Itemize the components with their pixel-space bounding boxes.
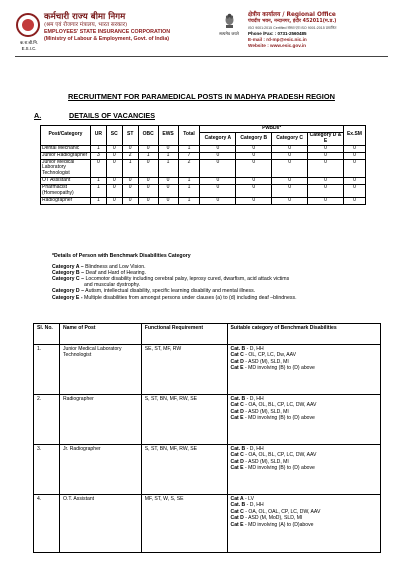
note-category-d: Category D – Autism, intellectual disability, specific learning disability and mental illness. [52,288,256,295]
vacancy-count-cell: 0 [272,145,308,152]
notes-heading: *Details of Person with Benchmark Disabilities Category [52,253,191,259]
vacancy-count-cell: 0 [138,178,158,185]
vacancy-count-cell: 2 [178,159,200,178]
suitable-category-cell [227,495,380,553]
note-category-c-cont: and muscular dystrophy. [84,282,141,289]
category-detail: - OL, CP, LC, Dw, AAV [243,352,297,359]
vacancy-count-cell: 0 [308,197,344,204]
vacancy-count-cell: 0 [236,197,272,204]
functional-requirement-cell: S, ST, BN, MF, RW, SE [141,445,227,495]
col-header-sc: SC [106,126,122,146]
vacancy-count-cell: 0 [158,178,178,185]
vacancy-count-cell: 0 [236,185,272,198]
vacancy-count-cell: 0 [272,152,308,159]
vacancy-count-cell: 1 [178,197,200,204]
vacancy-count-cell: 0 [236,145,272,152]
iso-certification: ISO 9001:2015 Certified संस्था एवं ISO 9001:2015 प्रमाणित [248,26,337,31]
vacancy-count-cell: 0 [308,152,344,159]
vacancy-count-cell: 0 [343,152,365,159]
vacancy-count-cell: 0 [200,185,236,198]
vacancy-count-cell: 0 [158,145,178,152]
vacancy-count-cell: 0 [138,159,158,178]
vacancy-count-cell: 0 [158,197,178,204]
col-header-pwbd: PwBDs* [200,126,344,133]
letterhead [0,0,400,72]
vacancy-count-cell: 0 [200,178,236,185]
note-category-b: Category B – Deaf and Hard of Hearing. [52,270,147,277]
vacancy-count-cell: 1 [90,145,106,152]
table-row [41,178,366,185]
suitable-category-cell [227,445,380,495]
vacancy-count-cell: 0 [122,185,138,198]
office-block [248,12,396,49]
vacancy-count-cell: 0 [343,197,365,204]
vacancy-count-cell: 1 [178,178,200,185]
vacancy-count-cell: 1 [158,159,178,178]
vacancy-count-cell: 1 [178,185,200,198]
serial-number-cell: 4. [34,495,60,553]
note-category-c: Category C – Locomotor disability including cerebral palsy, leprosy cured, dwarfism, acid attack victims [52,276,290,283]
vacancy-count-cell: 0 [90,159,106,178]
vacancy-count-cell: 1 [90,185,106,198]
category-label: Cat E [230,465,244,472]
vacancy-count-cell: 0 [200,152,236,159]
col-header-total: Total [178,126,200,146]
category-detail: - OA, OL, BL, CP, LC, DW, AAV [243,402,317,409]
header-divider [15,56,388,57]
section-letter: A. [34,111,42,120]
organisation-block [44,12,199,43]
category-detail: - D, HH [245,502,264,509]
category-label: Cat E [230,365,244,372]
vacancy-count-cell: 0 [272,159,308,178]
category-line [231,415,377,421]
serial-number-cell: 2. [34,395,60,445]
office-phone: Phone /Fax: : 0731-2560485 [248,31,307,37]
functional-requirement-cell: SE, ST, MF, RW [141,345,227,395]
category-line [231,365,377,371]
vacancy-count-cell: 0 [106,159,122,178]
col-header-sl: Sl. No. [34,324,60,345]
vacancy-count-cell: 0 [272,197,308,204]
vacancy-count-cell: 1 [90,178,106,185]
table-row [34,445,381,495]
benchmark-disability-table [33,323,381,553]
post-name-cell: Junior Medical Laboratory Technologist [41,159,91,178]
post-name-cell: Pharmacist (Homeopathy) [41,185,91,198]
vacancy-count-cell: 0 [122,178,138,185]
functional-requirement-cell: MF, ST, W, S, SE [141,495,227,553]
vacancy-count-cell: 0 [138,145,158,152]
office-title: क्षेत्रीय कार्यालय / Regional Office [248,12,336,18]
table-row [41,185,366,198]
category-label: Cat. B [230,446,246,452]
post-name-cell: Dental Mechanic [41,145,91,152]
category-detail: - MD involving (B) to (D) above [243,365,315,372]
section-heading: DETAILS OF VACANCIES [69,111,155,120]
col-header-cat-de: Category D & E [308,132,344,145]
page-title: RECRUITMENT FOR PARAMEDICAL POSTS IN MADHYA PRADESH REGION [68,92,335,101]
category-label: Cat. B [230,396,246,402]
col-header-name-of-post: Name of Post [59,324,141,345]
emblem-caption: सत्यमेव जयते [219,31,239,36]
post-name-cell: Junior Medical Laboratory Technologist [59,345,141,395]
col-header-cat-b: Category B [236,132,272,145]
category-detail: - OA, OL, OAL, CP, LC, DW, AAV [243,508,321,515]
functional-requirement-cell: S, ST, BN, MF, RW, SE [141,395,227,445]
vacancy-count-cell: 0 [158,185,178,198]
vacancy-count-cell: 0 [200,159,236,178]
col-header-cat-a: Category A [200,132,236,145]
category-label: Cat C [230,402,244,409]
post-name-cell: O.T. Assistant [59,495,141,553]
col-header-ews: EWS [158,126,178,146]
vacancy-count-cell: 0 [343,145,365,152]
serial-number-cell: 1. [34,345,60,395]
category-detail: - MD involving (A) to (D)above [243,521,314,528]
vacancy-count-cell: 3 [90,152,106,159]
col-header-exsm: Ex.SM [343,126,365,146]
vacancy-count-cell: 0 [200,197,236,204]
vacancy-count-cell: 0 [343,178,365,185]
ministry-english: (Ministry of Labour & Employment, Govt. of India) [44,36,170,42]
col-header-post: Post/Category [41,126,91,146]
category-detail: - MD involving (B) to (D) above [243,465,315,472]
category-label: Cat. B [230,502,246,509]
office-address: पंचदीप भवन, नन्दानगर, इंदौर 452011(म.प्र.) [248,19,337,24]
post-name-cell: Radiographer [41,197,91,204]
vacancy-count-cell: 1 [90,197,106,204]
office-website: Website : www.esic.gov.in [248,43,306,49]
category-label: Cat A [230,496,244,502]
vacancy-count-cell: 0 [343,159,365,178]
suitable-category-cell [227,395,380,445]
post-name-cell: Junior Radiographer [41,152,91,159]
note-category-a: Category A – Blindness and Low Vision. [52,264,146,271]
category-detail: - ASD (M), SLD, MI [243,458,289,465]
col-header-suitable-category: Suitable category of Benchmark Disabilities [227,324,380,345]
vacancy-count-cell: 7 [178,152,200,159]
vacancy-count-cell: 0 [308,178,344,185]
table-row [41,197,366,204]
post-name-cell: OT Assistant [41,178,91,185]
category-label: Cat C [230,508,244,515]
org-name-english: EMPLOYEES' STATE INSURANCE CORPORATION [44,29,171,35]
vacancy-count-cell: 0 [308,145,344,152]
vacancy-count-cell: 0 [272,178,308,185]
vacancy-count-cell: 1 [138,152,158,159]
esic-logo-icon [16,13,40,37]
serial-number-cell: 3. [34,445,60,495]
suitable-category-cell [227,345,380,395]
col-header-functional-req: Functional Requirement [141,324,227,345]
vacancy-count-cell: 1 [122,159,138,178]
vacancy-count-cell: 0 [106,145,122,152]
category-label: Cat D [230,408,244,415]
vacancy-count-cell: 1 [178,145,200,152]
vacancy-count-cell: 0 [106,197,122,204]
category-label: Cat D [230,358,244,365]
category-label: Cat E [230,415,244,422]
table-row [34,345,381,395]
category-detail: - D, HH [245,396,264,402]
vacancy-count-cell: 0 [308,159,344,178]
category-line [231,465,377,471]
vacancy-count-cell: 0 [272,185,308,198]
vacancy-count-cell: 0 [106,185,122,198]
col-header-obc: OBC [138,126,158,146]
vacancy-table [40,125,366,205]
post-name-cell: Jr. Radiographer [59,445,141,495]
vacancy-count-cell: 0 [200,145,236,152]
category-detail: - ASD (M, MoD), SLD, MI [243,515,303,522]
vacancy-count-cell: 0 [106,152,122,159]
org-name-hindi: कर्मचारी राज्य बीमा निगम [44,12,126,22]
category-detail: - ASD (M), SLD, MI [243,408,289,415]
category-label: Cat D [230,515,244,522]
table-row [41,152,366,159]
col-header-ur: UR [90,126,106,146]
vacancy-count-cell: 0 [343,185,365,198]
category-detail: - D, HH [245,446,264,452]
table-row [41,159,366,178]
category-detail: - MD involving (B) to (D) above [243,415,315,422]
vacancy-count-cell: 0 [236,178,272,185]
vacancy-count-cell: 0 [122,197,138,204]
post-name-cell: Radiographer [59,395,141,445]
vacancy-count-cell: 0 [138,197,158,204]
vacancy-count-cell: 0 [236,152,272,159]
vacancy-count-cell: 0 [308,185,344,198]
col-header-st: ST [122,126,138,146]
national-emblem-icon [223,12,236,30]
table-row [41,145,366,152]
disability-notes [52,253,382,301]
category-label: Cat C [230,452,244,459]
vacancy-count-cell: 0 [122,145,138,152]
category-detail: - D, HH [245,346,264,352]
table-row [34,495,381,553]
vacancy-count-cell: 0 [236,159,272,178]
table-row [34,395,381,445]
category-label: Cat. B [230,346,246,352]
category-label: Cat D [230,458,244,465]
office-email: E-mail : rd-mp@esic.nic.in [248,37,307,43]
category-detail: - OA, OL, BL, CP, LC, DW, AAV [243,452,317,459]
logo-caption: क.रा.बी.नि. E.S.I.C. [19,40,38,51]
ministry-hindi: (श्रम एवं रोजगार मंत्रालय, भारत सरकार) [44,22,128,28]
vacancy-count-cell: 0 [106,178,122,185]
category-detail: - ASD (M), SLD, MI [243,358,289,365]
category-label: Cat C [230,352,244,359]
vacancy-count-cell: 1 [158,152,178,159]
vacancy-count-cell: 0 [138,185,158,198]
category-label: Cat E [230,521,244,528]
category-line [231,522,377,528]
category-detail: - LV [243,496,255,502]
note-category-e: Category E - Multiple disabilities from amongst persons under clauses (a) to (d) including deaf –blindness. [52,294,297,301]
col-header-cat-c: Category C [272,132,308,145]
vacancy-count-cell: 2 [122,152,138,159]
